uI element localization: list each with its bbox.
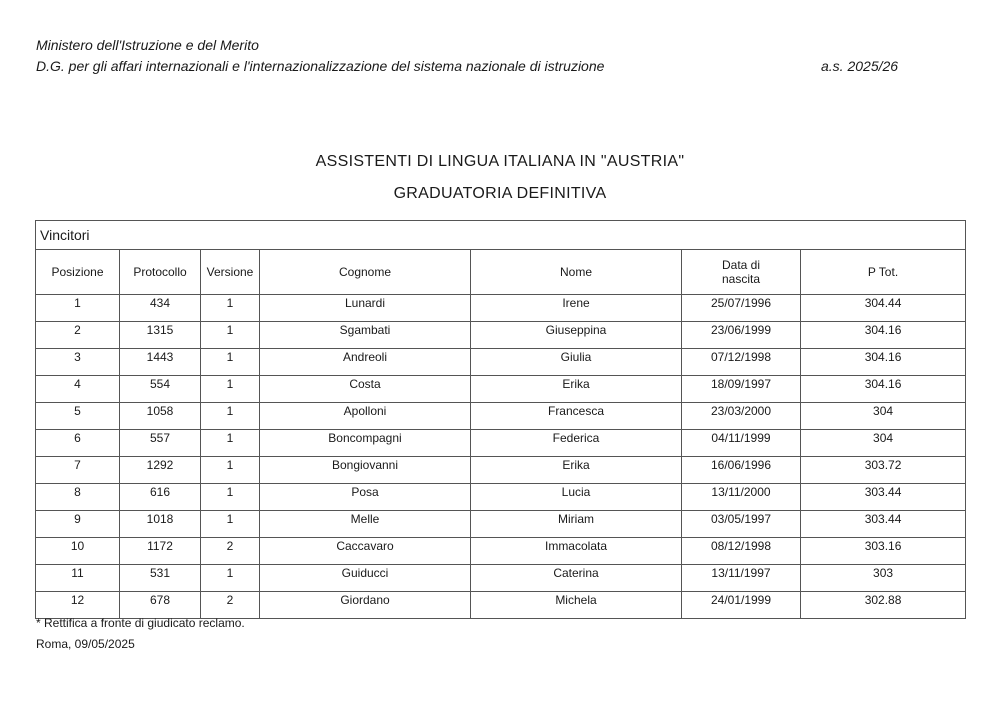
section-title: Vincitori bbox=[36, 221, 966, 250]
table-row bbox=[36, 430, 966, 457]
cell-version: 1 bbox=[201, 295, 260, 322]
place-date: Roma, 09/05/2025 bbox=[36, 637, 135, 651]
cell-protocol: 1443 bbox=[120, 349, 201, 376]
cell-total-score: 304.16 bbox=[801, 349, 966, 376]
cell-protocol: 434 bbox=[120, 295, 201, 322]
cell-name: Immacolata bbox=[471, 538, 682, 565]
cell-birth-date: 08/12/1998 bbox=[682, 538, 801, 565]
table-row bbox=[36, 349, 966, 376]
page-subtitle: GRADUATORIA DEFINITIVA bbox=[393, 185, 607, 202]
cell-birth-date: 16/06/1996 bbox=[682, 457, 801, 484]
cell-name: Francesca bbox=[471, 403, 682, 430]
cell-protocol: 1018 bbox=[120, 511, 201, 538]
table-row bbox=[36, 565, 966, 592]
school-year: a.s. 2025/26 bbox=[821, 58, 899, 74]
cell-surname: Lunardi bbox=[260, 295, 471, 322]
cell-total-score: 304.44 bbox=[801, 295, 966, 322]
cell-birth-date: 23/03/2000 bbox=[682, 403, 801, 430]
cell-position: 8 bbox=[36, 484, 120, 511]
cell-version: 1 bbox=[201, 403, 260, 430]
cell-version: 1 bbox=[201, 565, 260, 592]
column-header-surname: Cognome bbox=[260, 250, 471, 295]
cell-name: Lucia bbox=[471, 484, 682, 511]
cell-name: Erika bbox=[471, 376, 682, 403]
cell-version: 1 bbox=[201, 511, 260, 538]
cell-protocol: 678 bbox=[120, 592, 201, 619]
cell-version: 1 bbox=[201, 376, 260, 403]
cell-protocol: 557 bbox=[120, 430, 201, 457]
cell-birth-date: 03/05/1997 bbox=[682, 511, 801, 538]
cell-position: 1 bbox=[36, 295, 120, 322]
cell-total-score: 303.44 bbox=[801, 511, 966, 538]
cell-total-score: 303.72 bbox=[801, 457, 966, 484]
table-row bbox=[36, 403, 966, 430]
cell-total-score: 303.44 bbox=[801, 484, 966, 511]
cell-position: 10 bbox=[36, 538, 120, 565]
cell-total-score: 304 bbox=[801, 403, 966, 430]
page-title: ASSISTENTI DI LINGUA ITALIANA IN "AUSTRIA" bbox=[315, 153, 685, 170]
cell-birth-date: 13/11/1997 bbox=[682, 565, 801, 592]
cell-birth-date: 07/12/1998 bbox=[682, 349, 801, 376]
cell-position: 3 bbox=[36, 349, 120, 376]
cell-birth-date: 04/11/1999 bbox=[682, 430, 801, 457]
cell-birth-date: 25/07/1996 bbox=[682, 295, 801, 322]
table-row bbox=[36, 457, 966, 484]
cell-position: 4 bbox=[36, 376, 120, 403]
cell-birth-date: 23/06/1999 bbox=[682, 322, 801, 349]
cell-surname: Posa bbox=[260, 484, 471, 511]
cell-surname: Melle bbox=[260, 511, 471, 538]
table-row bbox=[36, 295, 966, 322]
cell-surname: Bongiovanni bbox=[260, 457, 471, 484]
cell-birth-date: 18/09/1997 bbox=[682, 376, 801, 403]
table-row bbox=[36, 322, 966, 349]
department-name: D.G. per gli affari internazionali e l'internazionalizzazione del sistema nazionale di istruzione bbox=[36, 58, 605, 74]
cell-protocol: 531 bbox=[120, 565, 201, 592]
cell-position: 11 bbox=[36, 565, 120, 592]
cell-surname: Sgambati bbox=[260, 322, 471, 349]
cell-birth-date: 24/01/1999 bbox=[682, 592, 801, 619]
cell-version: 1 bbox=[201, 349, 260, 376]
cell-name: Federica bbox=[471, 430, 682, 457]
cell-position: 7 bbox=[36, 457, 120, 484]
cell-surname: Boncompagni bbox=[260, 430, 471, 457]
cell-position: 5 bbox=[36, 403, 120, 430]
cell-version: 2 bbox=[201, 592, 260, 619]
cell-surname: Guiducci bbox=[260, 565, 471, 592]
cell-surname: Andreoli bbox=[260, 349, 471, 376]
cell-protocol: 1172 bbox=[120, 538, 201, 565]
column-header-name: Nome bbox=[471, 250, 682, 295]
column-header-position: Posizione bbox=[36, 250, 120, 295]
cell-total-score: 302.88 bbox=[801, 592, 966, 619]
cell-birth-date: 13/11/2000 bbox=[682, 484, 801, 511]
cell-protocol: 616 bbox=[120, 484, 201, 511]
cell-protocol: 554 bbox=[120, 376, 201, 403]
cell-version: 1 bbox=[201, 484, 260, 511]
cell-version: 1 bbox=[201, 457, 260, 484]
cell-name: Caterina bbox=[471, 565, 682, 592]
cell-version: 1 bbox=[201, 430, 260, 457]
column-header-version: Versione bbox=[201, 250, 260, 295]
footnote: * Rettifica a fronte di giudicato reclamo. bbox=[36, 616, 245, 630]
cell-protocol: 1058 bbox=[120, 403, 201, 430]
cell-total-score: 304 bbox=[801, 430, 966, 457]
table-row bbox=[36, 376, 966, 403]
cell-surname: Giordano bbox=[260, 592, 471, 619]
cell-total-score: 303 bbox=[801, 565, 966, 592]
cell-position: 2 bbox=[36, 322, 120, 349]
table-row bbox=[36, 592, 966, 619]
cell-version: 1 bbox=[201, 322, 260, 349]
cell-name: Giuseppina bbox=[471, 322, 682, 349]
table-row bbox=[36, 538, 966, 565]
cell-name: Erika bbox=[471, 457, 682, 484]
cell-name: Irene bbox=[471, 295, 682, 322]
cell-name: Giulia bbox=[471, 349, 682, 376]
table-row bbox=[36, 484, 966, 511]
cell-position: 12 bbox=[36, 592, 120, 619]
cell-surname: Costa bbox=[260, 376, 471, 403]
cell-protocol: 1315 bbox=[120, 322, 201, 349]
cell-protocol: 1292 bbox=[120, 457, 201, 484]
cell-position: 6 bbox=[36, 430, 120, 457]
cell-name: Michela bbox=[471, 592, 682, 619]
cell-total-score: 304.16 bbox=[801, 376, 966, 403]
column-header-total-score: P Tot. bbox=[801, 250, 966, 295]
cell-surname: Apolloni bbox=[260, 403, 471, 430]
cell-name: Miriam bbox=[471, 511, 682, 538]
ranking-table bbox=[35, 220, 966, 619]
cell-total-score: 304.16 bbox=[801, 322, 966, 349]
cell-version: 2 bbox=[201, 538, 260, 565]
ministry-name: Ministero dell'Istruzione e del Merito bbox=[36, 37, 259, 53]
column-header-birth-date: Data di nascita bbox=[682, 250, 801, 295]
table-row bbox=[36, 511, 966, 538]
cell-surname: Caccavaro bbox=[260, 538, 471, 565]
cell-total-score: 303.16 bbox=[801, 538, 966, 565]
cell-position: 9 bbox=[36, 511, 120, 538]
column-header-protocol: Protocollo bbox=[120, 250, 201, 295]
